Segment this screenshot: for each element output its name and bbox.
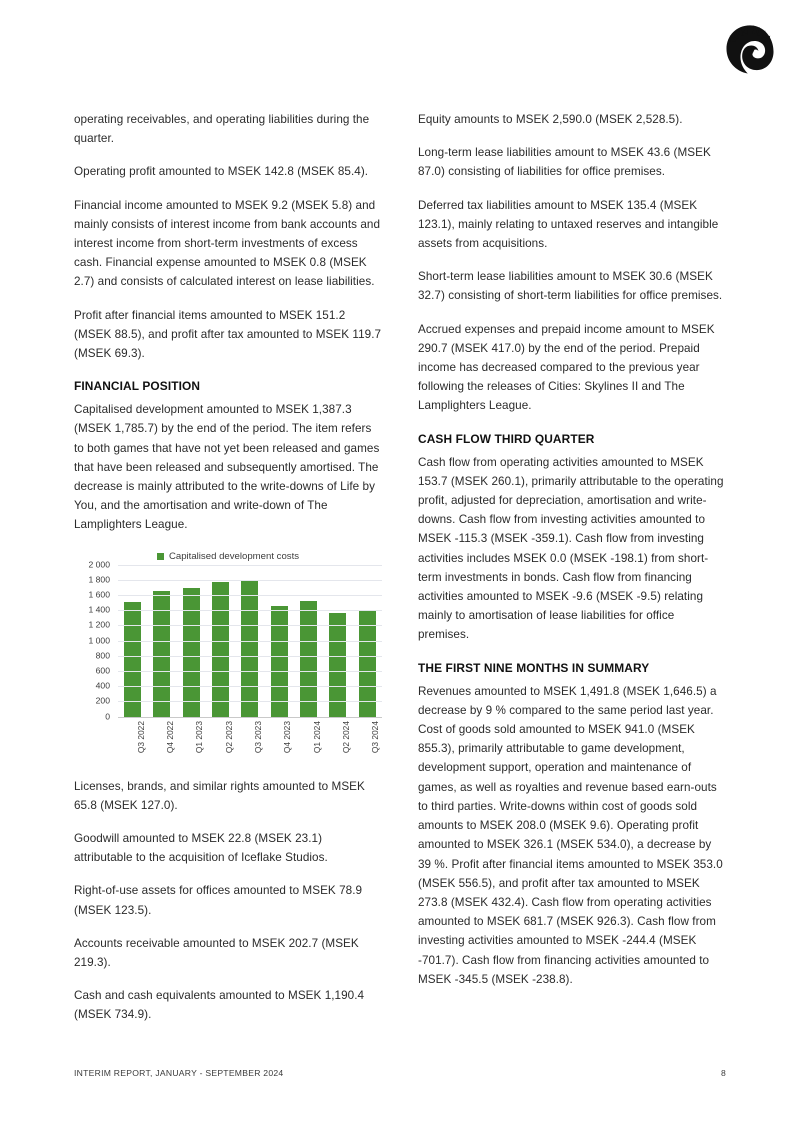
- left-column: [74, 110, 382, 1039]
- chart-x-tick-label: Q2 2023: [223, 720, 234, 753]
- chart-gridline: [118, 565, 382, 566]
- paragraph: operating receivables, and operating liabilities during the quarter.: [74, 113, 370, 146]
- legend-label: Capitalised development costs: [168, 550, 300, 562]
- chart-y-tick-label: 400: [95, 680, 110, 691]
- paragraph: Deferred tax liabilities amount to MSEK 135.4 (MSEK 123.1), mainly relating to untaxed reserves and intangible assets from acquisitions.: [418, 198, 719, 251]
- chart-y-tick-label: 1 600: [88, 589, 110, 600]
- chart-gridline: [118, 671, 382, 672]
- chart-x-tick-label: Q1 2023: [194, 720, 205, 753]
- paragraph: Cash flow from operating activities amounted to MSEK 153.7 (MSEK 260.1), primarily attributable to the operating profit, adjusted for depreciation, amortisation and write-downs. Cash flow from investing activities amounted to MSEK -115.3 (MSEK -359.1). Cash flow from investing activities includes MSEK 0.0 (MSEK -198.1) from short-term investments in bonds. Cash flow from financing activities amounted to MSEK -9.6 (MSEK -9.5) relating mainly to amortisation of lease liabilities for office premises.: [418, 455, 724, 642]
- chart-x-tick: [329, 719, 352, 763]
- section-heading-first-nine-months: THE FIRST NINE MONTHS IN SUMMARY: [418, 660, 650, 675]
- paragraph: Accounts receivable amounted to MSEK 202.7 (MSEK 219.3).: [74, 936, 359, 970]
- chart-x-tick-label: Q3 2023: [253, 720, 264, 753]
- legend-swatch-icon: [157, 553, 164, 560]
- chart-bar: [183, 588, 200, 717]
- chart-y-tick-label: 0: [105, 711, 110, 722]
- right-column: [418, 110, 726, 1039]
- chart-x-tick-label: Q1 2024: [311, 720, 322, 753]
- section-heading-financial-position: FINANCIAL POSITION: [74, 379, 201, 394]
- chart-x-tick-label: Q3 2024: [370, 720, 381, 753]
- chart-bar: [271, 606, 288, 717]
- chart-x-tick: [153, 719, 176, 763]
- chart-bar: [300, 601, 317, 717]
- chart-y-axis: [74, 559, 114, 722]
- chart-x-tick: [271, 719, 293, 763]
- chart-gridline: [118, 656, 382, 657]
- chart-plot-area: [118, 565, 382, 718]
- chart-x-tick: [183, 719, 205, 763]
- chart-y-tick-label: 1 400: [88, 604, 110, 615]
- chart-bar: [124, 602, 141, 717]
- chart-gridline: [118, 580, 382, 581]
- page-footer: [74, 1068, 726, 1078]
- chart-bar: [241, 581, 258, 717]
- chart-gridline: [118, 686, 382, 687]
- paragraph: Profit after financial items amounted to MSEK 151.2 (MSEK 88.5), and profit after tax amounted to MSEK 119.7 (MSEK 69.3).: [74, 308, 382, 361]
- paragraph: Short-term lease liabilities amount to MSEK 30.6 (MSEK 32.7) consisting of short-term liabilities for office premises.: [418, 270, 723, 303]
- chart-gridline: [118, 595, 382, 596]
- chart-x-tick-label: Q2 2024: [341, 720, 352, 753]
- chart-x-tick: [212, 719, 234, 763]
- chart-y-tick-label: 2 000: [88, 559, 110, 570]
- paragraph: Financial income amounted to MSEK 9.2 (MSEK 5.8) and mainly consists of interest income from bank accounts and interest income from short-term investments of excess cash. Financial expense amounted to MSEK 0.8 (MSEK 2.7) and consists of calculated interest on lease liabilities.: [74, 198, 381, 289]
- paragraph: Cash and cash equivalents amounted to MSEK 1,190.4 (MSEK 734.9).: [74, 989, 365, 1022]
- chart-x-tick-label: Q4 2022: [165, 720, 176, 753]
- chart-bar: [212, 582, 229, 717]
- chart-y-tick-label: 1 800: [88, 574, 110, 585]
- paragraph: Licenses, brands, and similar rights amounted to MSEK 65.8 (MSEK 127.0).: [74, 779, 365, 812]
- chart-x-tick-label: Q3 2022: [135, 720, 146, 753]
- paragraph: Accrued expenses and prepaid income amount to MSEK 290.7 (MSEK 417.0) by the end of the period. Prepaid income has decreased compared to the previous year following the releases of Cities: Skylines II and The Lamplighters League.: [418, 322, 715, 413]
- paragraph: Right-of-use assets for offices amounted to MSEK 78.9 (MSEK 123.5).: [74, 884, 363, 917]
- chart-x-axis: [118, 719, 382, 763]
- page-columns: [74, 110, 726, 1039]
- chart-gridline: [118, 625, 382, 626]
- chart-x-tick: [241, 719, 264, 763]
- chart-y-tick-label: 800: [95, 650, 110, 661]
- chart-x-tick: [359, 719, 381, 763]
- paragraph: Revenues amounted to MSEK 1,491.8 (MSEK 1,646.5) a decrease by 9 % compared to the same period last year. Cost of goods sold amounted to MSEK 941.0 (MSEK 855.3), primarily attributable to game development, development support, operation and maintenance of games, as well as royalties and revenue based earn-outs to third parties. Write-downs within cost of goods sold amounts to MSEK 208.0 (MSEK 9.6). Operating profit amounted to MSEK 326.1 (MSEK 534.0), a decrease by 39 %. Profit after financial items amounted to MSEK 353.0 (MSEK 556.5), and profit after tax amounted to MSEK 273.8 (MSEK 432.4). Cash flow from operating activities amounted to MSEK 681.7 (MSEK 926.3). Cash flow from investing activities amounted to MSEK -244.4 (MSEK -701.7). Cash flow from financing activities amounted to MSEK -345.5 (MSEK -238.8).: [418, 684, 723, 986]
- chart-x-tick: [300, 719, 322, 763]
- chart-y-tick-label: 200: [95, 696, 110, 707]
- paragraph: Equity amounts to MSEK 2,590.0 (MSEK 2,528.5).: [418, 113, 683, 126]
- paragraph: Long-term lease liabilities amount to MSEK 43.6 (MSEK 87.0) consisting of liabilities for office premises.: [418, 146, 711, 179]
- chart-gridline: [118, 610, 382, 611]
- footer-page-number: 8: [720, 1068, 726, 1078]
- section-heading-cash-flow-third-quarter: CASH FLOW THIRD QUARTER: [418, 431, 595, 446]
- paragraph: Capitalised development amounted to MSEK 1,387.3 (MSEK 1,785.7) by the end of the period. The item refers to both games that have not yet been released and games that have been released and subsequently amortised. The decrease is mainly attributed to the write-downs of Life by You, and the amortisation and write-down of The Lamplighters League.: [74, 403, 380, 532]
- chart-y-tick-label: 1 000: [88, 635, 110, 646]
- paragraph: Operating profit amounted to MSEK 142.8 (MSEK 85.4).: [74, 165, 369, 179]
- capitalised-development-costs-chart: [74, 549, 382, 761]
- paragraph: Goodwill amounted to MSEK 22.8 (MSEK 23.1) attributable to the acquisition of Iceflake Studios.: [74, 832, 328, 865]
- chart-x-tick-label: Q4 2023: [282, 720, 293, 753]
- chart-legend: [74, 551, 382, 562]
- chart-plot-wrapper: [74, 559, 382, 761]
- chart-gridline: [118, 701, 382, 702]
- chart-gridline: [118, 641, 382, 642]
- chart-x-tick: [124, 719, 146, 763]
- chart-y-tick-label: 600: [95, 665, 110, 676]
- footer-title: INTERIM REPORT, JANUARY - SEPTEMBER 2024: [74, 1068, 284, 1078]
- chart-y-tick-label: 1 200: [88, 620, 110, 631]
- paradox-interactive-logo-icon: [722, 22, 778, 78]
